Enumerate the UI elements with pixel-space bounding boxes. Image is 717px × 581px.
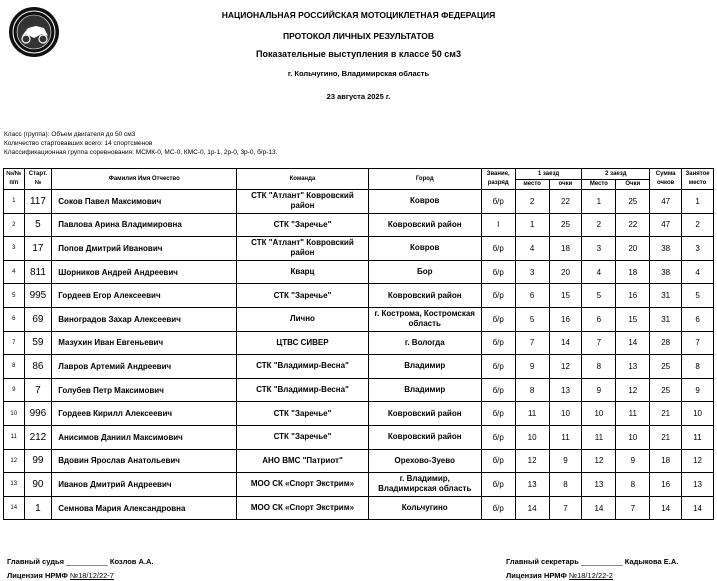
row-points2: 13 xyxy=(616,355,650,379)
row-name: Гордеев Егор Алексеевич xyxy=(52,284,237,308)
row-sum: 38 xyxy=(650,260,682,284)
col-start-header: Старт. № xyxy=(24,169,52,190)
chief-secretary-license-number: №18/12/22-2 xyxy=(569,571,613,580)
row-final: 14 xyxy=(682,496,714,520)
row-team: Лично xyxy=(237,307,369,331)
row-points2: 25 xyxy=(616,190,650,214)
row-num: 12 xyxy=(4,449,25,473)
row-start: 86 xyxy=(24,355,52,379)
table-row xyxy=(4,473,714,497)
row-rank: б/р xyxy=(481,425,515,449)
col-name-header: Фамилия Имя Отчество xyxy=(52,169,237,190)
results-table xyxy=(3,168,714,520)
row-place2: 1 xyxy=(582,190,616,214)
col-sum-header: Сумма очков xyxy=(650,169,682,190)
row-sum: 38 xyxy=(650,237,682,261)
row-place1: 10 xyxy=(515,425,549,449)
row-num: 8 xyxy=(4,355,25,379)
row-start: 17 xyxy=(24,237,52,261)
row-num: 9 xyxy=(4,378,25,402)
row-final: 5 xyxy=(682,284,714,308)
row-final: 8 xyxy=(682,355,714,379)
row-points2: 12 xyxy=(616,378,650,402)
row-points1: 18 xyxy=(549,237,582,261)
table-row xyxy=(4,260,714,284)
row-points1: 12 xyxy=(549,355,582,379)
row-points2: 22 xyxy=(616,213,650,237)
row-rank: б/р xyxy=(481,355,515,379)
row-start: 99 xyxy=(24,449,52,473)
row-points1: 10 xyxy=(549,402,582,426)
chief-judge-license-label: Лицензия НРМФ xyxy=(7,571,68,580)
row-name: Иванов Дмитрий Андреевич xyxy=(52,473,237,497)
row-sum: 28 xyxy=(650,331,682,355)
row-num: 4 xyxy=(4,260,25,284)
row-city: Бор xyxy=(368,260,481,284)
row-place1: 13 xyxy=(515,473,549,497)
row-num: 1 xyxy=(4,190,25,214)
col-num-header: №/№ п/п xyxy=(4,169,25,190)
class-info: Класс (группа): Объем двигателя до 50 см3 xyxy=(4,131,136,138)
chief-secretary-license-label: Лицензия НРМФ xyxy=(506,571,567,580)
table-row xyxy=(4,237,714,261)
table-row xyxy=(4,378,714,402)
row-start: 996 xyxy=(24,402,52,426)
table-row xyxy=(4,425,714,449)
row-place1: 12 xyxy=(515,449,549,473)
row-sum: 21 xyxy=(650,425,682,449)
row-final: 1 xyxy=(682,190,714,214)
row-points1: 7 xyxy=(549,496,582,520)
row-points2: 11 xyxy=(616,402,650,426)
row-team: СТК "Атлант" Ковровский район xyxy=(237,190,369,214)
row-start: 7 xyxy=(24,378,52,402)
col-place1-header: место xyxy=(515,180,549,190)
row-team: СТК "Заречье" xyxy=(237,284,369,308)
row-num: 11 xyxy=(4,425,25,449)
row-sum: 25 xyxy=(650,378,682,402)
row-place1: 7 xyxy=(515,331,549,355)
row-city: Ковров xyxy=(368,237,481,261)
row-place2: 2 xyxy=(582,213,616,237)
chief-secretary-signature-blank: __________ xyxy=(580,557,623,566)
row-name: Павлова Арина Владимировна xyxy=(52,213,237,237)
row-points1: 25 xyxy=(549,213,582,237)
row-points2: 14 xyxy=(616,331,650,355)
row-sum: 25 xyxy=(650,355,682,379)
table-row xyxy=(4,213,714,237)
row-team: СТК "Заречье" xyxy=(237,213,369,237)
row-name: Лавров Артемий Андреевич xyxy=(52,355,237,379)
row-place1: 6 xyxy=(515,284,549,308)
table-row xyxy=(4,449,714,473)
row-place1: 8 xyxy=(515,378,549,402)
row-team: АНО ВМС "Патриот" xyxy=(237,449,369,473)
row-team: СТК "Заречье" xyxy=(237,402,369,426)
row-place2: 9 xyxy=(582,378,616,402)
table-row xyxy=(4,190,714,214)
chief-judge-name: Козлов А.А. xyxy=(109,557,154,566)
count-info: Количество стартовавших всего: 14 спортсменов xyxy=(4,140,153,147)
row-start: 90 xyxy=(24,473,52,497)
row-rank: б/р xyxy=(481,331,515,355)
row-points1: 15 xyxy=(549,284,582,308)
row-name: Анисимов Даниил Максимович xyxy=(52,425,237,449)
row-place2: 7 xyxy=(582,331,616,355)
row-sum: 16 xyxy=(650,473,682,497)
row-sum: 47 xyxy=(650,213,682,237)
row-rank: б/р xyxy=(481,473,515,497)
row-points1: 20 xyxy=(549,260,582,284)
row-place2: 11 xyxy=(582,425,616,449)
row-name: Вдовин Ярослав Анатольевич xyxy=(52,449,237,473)
row-start: 117 xyxy=(24,190,52,214)
row-final: 12 xyxy=(682,449,714,473)
row-points2: 9 xyxy=(616,449,650,473)
row-num: 5 xyxy=(4,284,25,308)
row-place1: 3 xyxy=(515,260,549,284)
row-name: Виноградов Захар Алексеевич xyxy=(52,307,237,331)
row-final: 11 xyxy=(682,425,714,449)
table-row xyxy=(4,355,714,379)
col-final-header: Занятое место xyxy=(682,169,714,190)
row-name: Попов Дмитрий Иванович xyxy=(52,237,237,261)
row-place2: 12 xyxy=(582,449,616,473)
chief-secretary-name: Кадыкова Е.А. xyxy=(624,557,679,566)
col-rank-header: Звание, разряд xyxy=(481,169,515,190)
col-race2-header: 2 заезд xyxy=(582,169,650,180)
row-num: 2 xyxy=(4,213,25,237)
row-place1: 5 xyxy=(515,307,549,331)
row-team: Кварц xyxy=(237,260,369,284)
row-start: 5 xyxy=(24,213,52,237)
row-rank: б/р xyxy=(481,402,515,426)
row-points1: 9 xyxy=(549,449,582,473)
row-rank: б/р xyxy=(481,284,515,308)
chief-secretary-license-line xyxy=(506,571,613,580)
row-points1: 16 xyxy=(549,307,582,331)
row-final: 3 xyxy=(682,237,714,261)
row-points2: 8 xyxy=(616,473,650,497)
row-start: 811 xyxy=(24,260,52,284)
row-rank: I xyxy=(481,213,515,237)
row-rank: б/р xyxy=(481,237,515,261)
row-rank: б/р xyxy=(481,190,515,214)
chief-judge-label: Главный судья xyxy=(7,557,64,566)
col-points1-header: очки xyxy=(549,180,582,190)
row-city: г. Кострома, Костромская область xyxy=(368,307,481,331)
row-final: 9 xyxy=(682,378,714,402)
row-sum: 47 xyxy=(650,190,682,214)
table-row xyxy=(4,331,714,355)
event-date: 23 августа 2025 г. xyxy=(326,92,391,101)
row-start: 59 xyxy=(24,331,52,355)
row-city: Орехово-Зуево xyxy=(368,449,481,473)
row-points2: 16 xyxy=(616,284,650,308)
row-place2: 6 xyxy=(582,307,616,331)
row-final: 10 xyxy=(682,402,714,426)
row-start: 212 xyxy=(24,425,52,449)
row-name: Мазухин Иван Евгеньевич xyxy=(52,331,237,355)
col-city-header: Город xyxy=(368,169,481,190)
row-name: Семнова Мария Александровна xyxy=(52,496,237,520)
row-points2: 10 xyxy=(616,425,650,449)
row-city: г. Вологда xyxy=(368,331,481,355)
table-row xyxy=(4,402,714,426)
row-place2: 10 xyxy=(582,402,616,426)
row-city: Кольчугино xyxy=(368,496,481,520)
table-row xyxy=(4,496,714,520)
col-place2-header: Место xyxy=(582,180,616,190)
row-team: СТК "Заречье" xyxy=(237,425,369,449)
row-num: 3 xyxy=(4,237,25,261)
row-sum: 14 xyxy=(650,496,682,520)
row-place1: 11 xyxy=(515,402,549,426)
row-sum: 18 xyxy=(650,449,682,473)
row-num: 6 xyxy=(4,307,25,331)
row-city: Владимир xyxy=(368,355,481,379)
row-num: 10 xyxy=(4,402,25,426)
row-place2: 3 xyxy=(582,237,616,261)
protocol-title: ПРОТОКОЛ ЛИЧНЫХ РЕЗУЛЬТАТОВ xyxy=(283,31,434,41)
row-team: СТК "Владимир-Весна" xyxy=(237,378,369,402)
row-points1: 14 xyxy=(549,331,582,355)
row-place2: 5 xyxy=(582,284,616,308)
row-rank: б/р xyxy=(481,496,515,520)
row-team: СТК "Владимир-Весна" xyxy=(237,355,369,379)
row-place1: 9 xyxy=(515,355,549,379)
row-points1: 13 xyxy=(549,378,582,402)
row-final: 4 xyxy=(682,260,714,284)
row-rank: б/р xyxy=(481,378,515,402)
row-final: 2 xyxy=(682,213,714,237)
col-team-header: Команда xyxy=(237,169,369,190)
row-team: МОО СК «Спорт Экстрим» xyxy=(237,496,369,520)
row-points2: 7 xyxy=(616,496,650,520)
row-points1: 8 xyxy=(549,473,582,497)
row-city: Ковровский район xyxy=(368,402,481,426)
row-points2: 18 xyxy=(616,260,650,284)
row-points1: 11 xyxy=(549,425,582,449)
row-place2: 14 xyxy=(582,496,616,520)
row-place1: 2 xyxy=(515,190,549,214)
row-rank: б/р xyxy=(481,260,515,284)
row-place2: 13 xyxy=(582,473,616,497)
row-place2: 4 xyxy=(582,260,616,284)
row-points2: 20 xyxy=(616,237,650,261)
row-start: 995 xyxy=(24,284,52,308)
row-place2: 8 xyxy=(582,355,616,379)
qualification-info: Классификационная группа соревнования: МСМК-0, МС-0, КМС-0, 1р-1, 2р-0, 3р-0, б/р-13. xyxy=(4,149,278,156)
row-city: Ковровский район xyxy=(368,213,481,237)
row-sum: 31 xyxy=(650,307,682,331)
col-points2-header: Очки xyxy=(616,180,650,190)
chief-judge-signature-blank: __________ xyxy=(66,557,108,566)
row-final: 7 xyxy=(682,331,714,355)
row-name: Голубев Петр Максимович xyxy=(52,378,237,402)
row-points1: 22 xyxy=(549,190,582,214)
chief-judge-line xyxy=(7,557,154,566)
chief-judge-license-number: №18/12/22-7 xyxy=(70,571,114,580)
row-city: г. Владимир, Владимирская область xyxy=(368,473,481,497)
row-rank: б/р xyxy=(481,307,515,331)
row-team: МОО СК «Спорт Экстрим» xyxy=(237,473,369,497)
row-city: Ковровский район xyxy=(368,425,481,449)
row-name: Гордеев Кирилл Алексеевич xyxy=(52,402,237,426)
row-city: Ковров xyxy=(368,190,481,214)
row-place1: 14 xyxy=(515,496,549,520)
col-race1-header: 1 заезд xyxy=(515,169,582,180)
row-name: Соков Павел Максимович xyxy=(52,190,237,214)
row-rank: б/р xyxy=(481,449,515,473)
chief-secretary-label: Главный секретарь xyxy=(506,557,579,566)
chief-judge-license-line xyxy=(7,571,114,580)
row-points2: 15 xyxy=(616,307,650,331)
row-city: Владимир xyxy=(368,378,481,402)
row-sum: 21 xyxy=(650,402,682,426)
event-title: Показательные выступления в классе 50 см3 xyxy=(256,49,461,59)
row-final: 6 xyxy=(682,307,714,331)
row-team: ЦТВС СИВЕР xyxy=(237,331,369,355)
row-team: СТК "Атлант" Ковровский район xyxy=(237,237,369,261)
row-num: 14 xyxy=(4,496,25,520)
event-place: г. Кольчугино, Владимирская область xyxy=(287,69,430,78)
row-num: 13 xyxy=(4,473,25,497)
table-row xyxy=(4,307,714,331)
row-num: 7 xyxy=(4,331,25,355)
row-start: 69 xyxy=(24,307,52,331)
table-row xyxy=(4,284,714,308)
federation-title: НАЦИОНАЛЬНАЯ РОССИЙСКАЯ МОТОЦИКЛЕТНАЯ ФЕДЕРАЦИЯ xyxy=(221,10,496,20)
row-city: Ковровский район xyxy=(368,284,481,308)
row-start: 1 xyxy=(24,496,52,520)
row-name: Шорников Андрей Андреевич xyxy=(52,260,237,284)
row-place1: 4 xyxy=(515,237,549,261)
row-final: 13 xyxy=(682,473,714,497)
row-sum: 31 xyxy=(650,284,682,308)
chief-secretary-line xyxy=(506,557,678,566)
row-place1: 1 xyxy=(515,213,549,237)
